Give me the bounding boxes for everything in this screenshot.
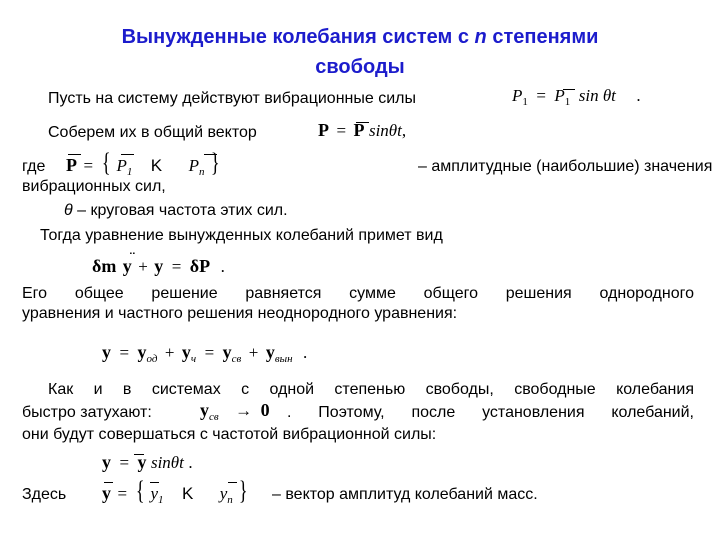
bar-y1 — [150, 482, 159, 483]
double-dot-accent: ¨ — [130, 249, 135, 265]
slide-title — [0, 22, 720, 82]
bar-P1 — [121, 154, 134, 155]
formula-amplitudes: P = { $P_1$ K $P_n$ } — [66, 148, 220, 178]
paragraph-damping-1: Как и в системах с одной степенью свободы, свободные колебания — [48, 381, 694, 398]
paragraph-forces: Пусть на систему действуют вибрационные силы — [48, 90, 416, 107]
bar-y-vec — [104, 482, 113, 483]
amplitude-vector-description: – вектор амплитуд колебаний масс. — [272, 486, 538, 503]
equation-general-solution: $y = y_{од} + y_ч = y_{св} + y_{вын}$ . — [102, 342, 308, 365]
bar-yn — [228, 482, 237, 483]
title-line-2: свободы — [315, 56, 405, 78]
title-line-1: Вынужденные колебания систем с n степенями — [121, 26, 599, 48]
paragraph-general-solution-1: Его общее решение равняется сумме общего решения однородного — [22, 285, 694, 302]
paragraph-damping-3: они будут совершаться с частотой вибрационной силы: — [22, 426, 437, 443]
where-label: где — [22, 158, 46, 175]
amplitude-bar — [563, 89, 575, 90]
formula-force-vector: P = P sinθt, — [318, 120, 407, 140]
paragraph-vector: Соберем их в общий вектор — [48, 124, 257, 141]
formula-force: $P_1 = P_1$ sin θt . — [512, 86, 641, 108]
title-variable: n — [474, 26, 487, 48]
amplitude-description: – амплитудные (наибольшие) значения — [418, 158, 713, 175]
bar-Pn — [204, 154, 217, 155]
amplitude-vector-bar — [356, 122, 369, 123]
amplitude-description-cont: вибрационных сил, — [22, 178, 166, 195]
bar-y-steady — [134, 454, 144, 455]
equation-motion: δm y + y = δP . — [92, 256, 225, 276]
formula-amplitude-vector: y = { $y_1$ K $y_n$ } — [102, 476, 248, 506]
formula-free-vibration-decay: $y_{св} \to 0$ — [200, 400, 270, 423]
equation-steady-state: y = y sinθt . — [102, 452, 193, 472]
paragraph-damping-2b: . Поэтому, после установления колебаний, — [287, 404, 694, 421]
paragraph-frequency: θ – круговая частота этих сил. — [64, 202, 288, 219]
here-label: Здесь — [22, 486, 67, 503]
paragraph-equation-intro: Тогда уравнение вынужденных колебаний примет вид — [40, 227, 443, 244]
bar-P — [68, 154, 81, 155]
paragraph-damping-2a: быстро затухают: — [22, 404, 152, 421]
paragraph-general-solution-2: уравнения и частного решения неоднородного уравнения: — [22, 305, 458, 322]
